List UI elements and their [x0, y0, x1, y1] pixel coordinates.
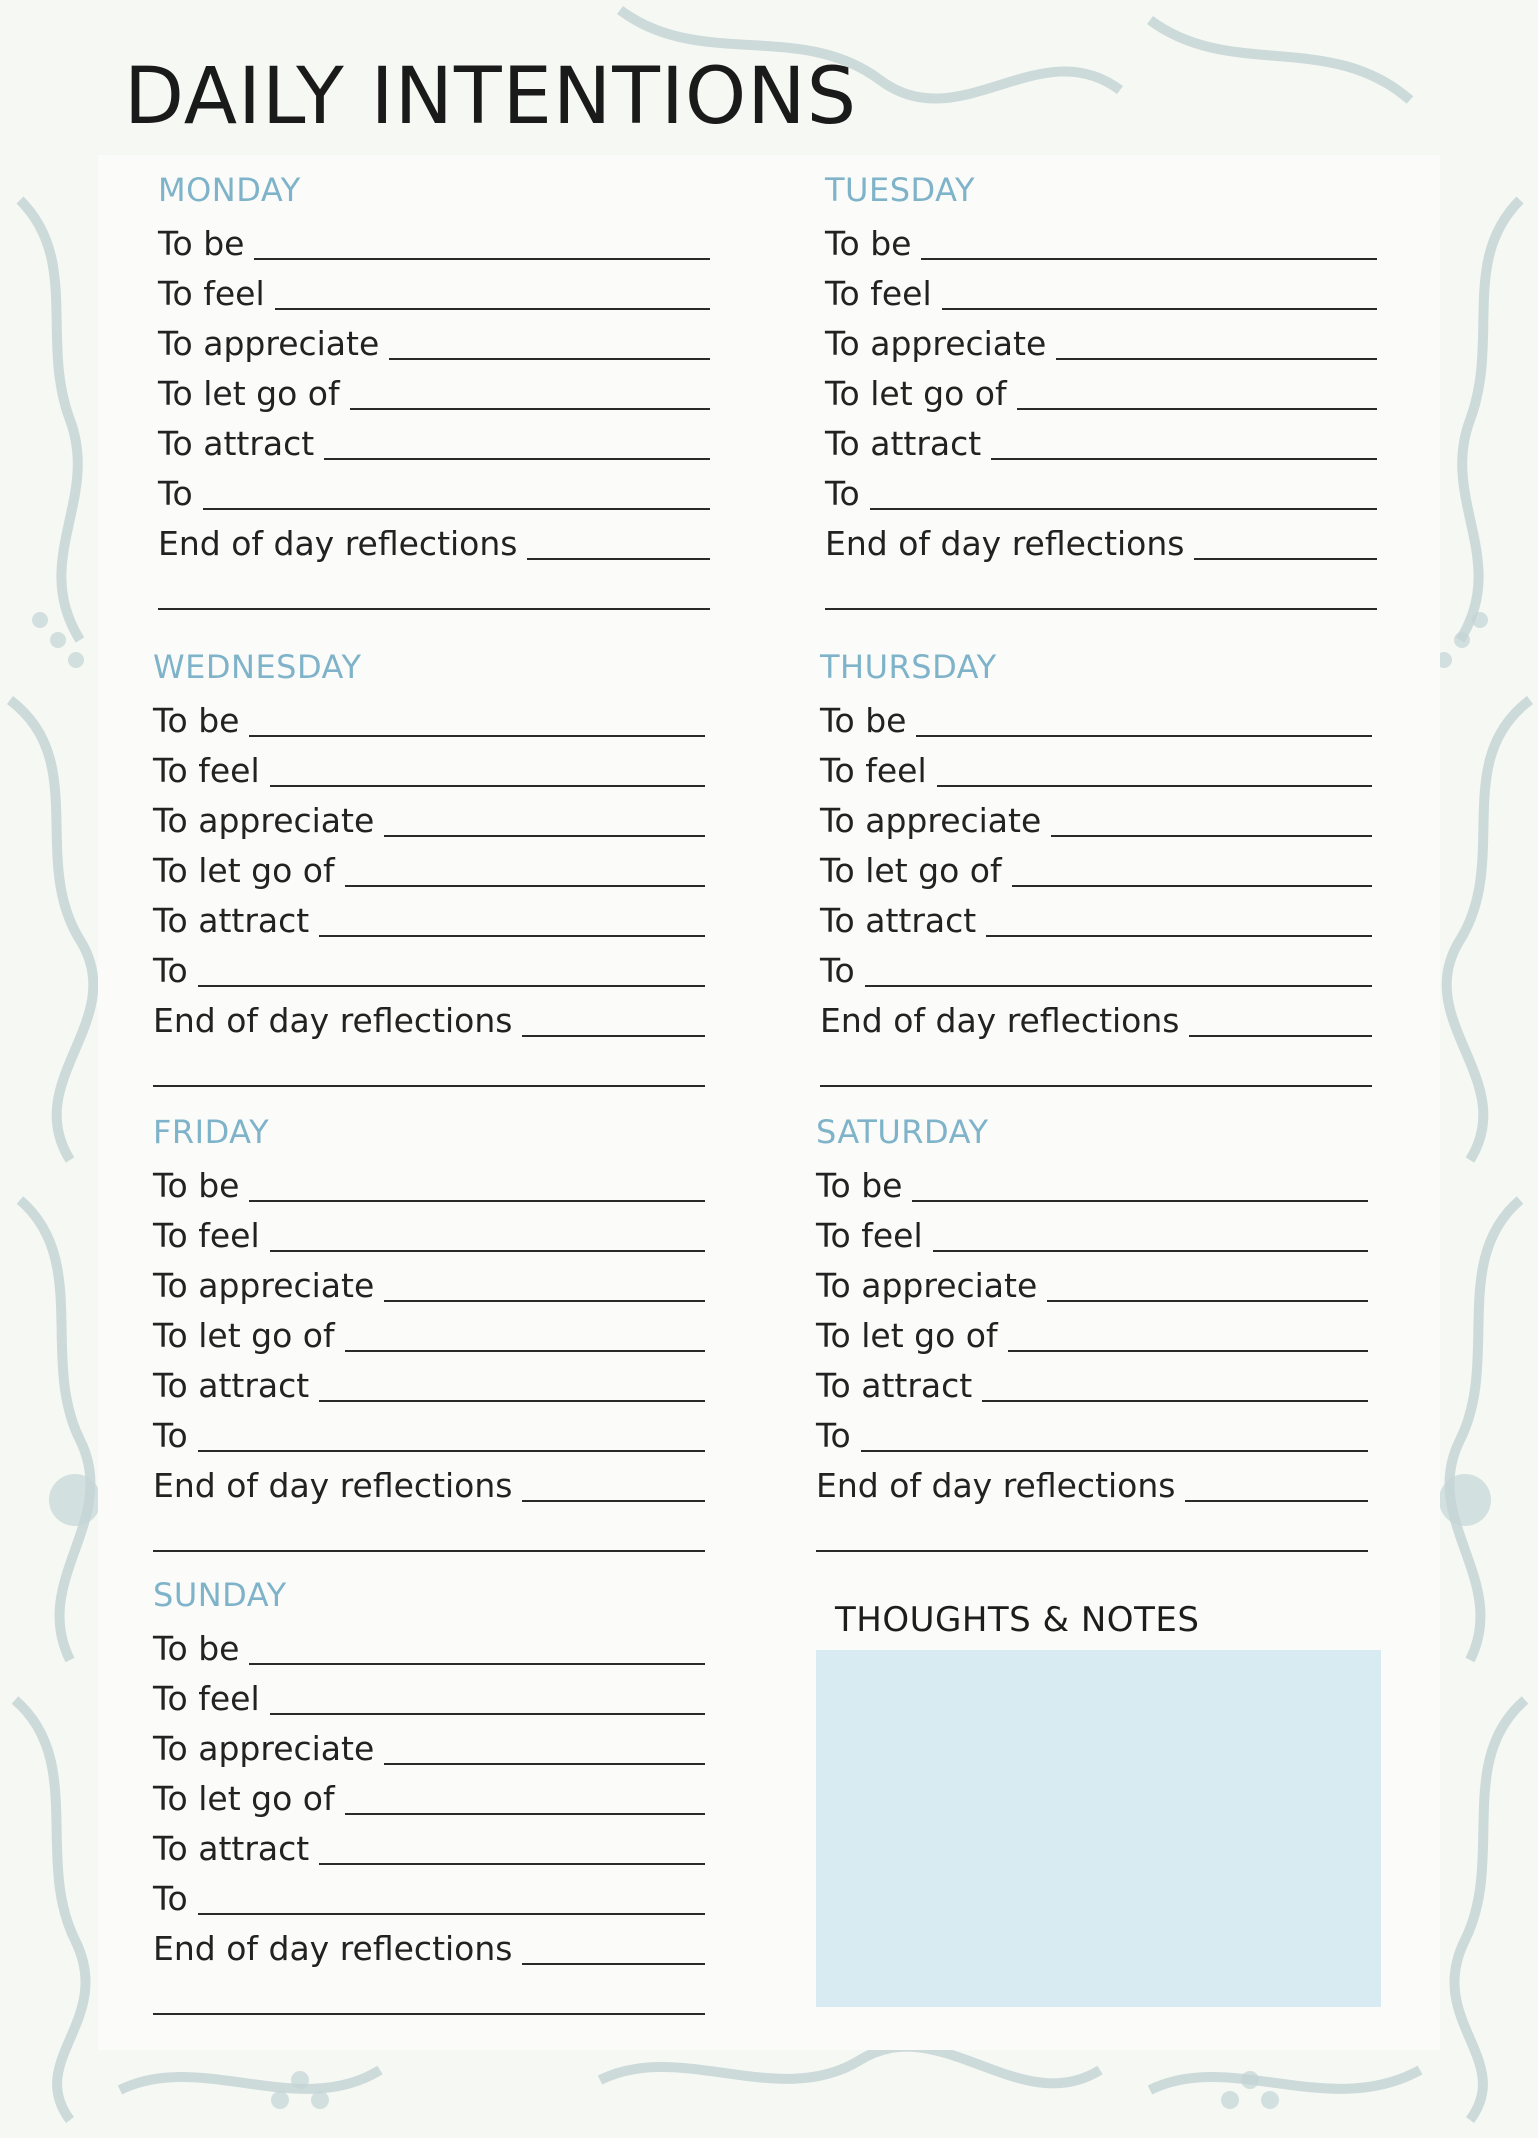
write-line[interactable] — [527, 558, 710, 560]
write-line[interactable] — [1056, 358, 1377, 360]
field-to-feel — [153, 1206, 705, 1256]
field-to — [153, 1406, 705, 1456]
field-label: To — [816, 1416, 851, 1455]
field-to — [158, 464, 710, 514]
notes-box[interactable] — [816, 1650, 1381, 2007]
write-line[interactable] — [389, 358, 710, 360]
write-line[interactable] — [350, 408, 710, 410]
write-line[interactable] — [865, 985, 1372, 987]
field-label: To — [153, 951, 188, 990]
field-to-be — [158, 214, 710, 264]
field-to-let-go-of — [158, 364, 710, 414]
field-label: To let go of — [820, 851, 1002, 890]
field-label: End of day reflections — [153, 1466, 513, 1505]
field-label: To feel — [825, 274, 932, 313]
write-line[interactable] — [345, 1350, 705, 1352]
day-block-wednesday — [153, 647, 705, 1087]
field-label: To be — [816, 1166, 903, 1205]
write-line[interactable] — [384, 1300, 705, 1302]
day-block-friday — [153, 1112, 705, 1552]
reflection-continuation-line[interactable] — [153, 1085, 705, 1087]
field-label: To attract — [825, 424, 982, 463]
field-label: To be — [820, 701, 907, 740]
write-line[interactable] — [933, 1250, 1368, 1252]
day-block-tuesday — [825, 170, 1377, 610]
field-to-feel — [825, 264, 1377, 314]
field-label: To attract — [153, 1829, 310, 1868]
field-reflections — [153, 1456, 705, 1506]
field-label: To let go of — [816, 1316, 998, 1355]
write-line[interactable] — [203, 508, 710, 510]
write-line[interactable] — [384, 835, 705, 837]
write-line[interactable] — [991, 458, 1377, 460]
field-label: To let go of — [153, 851, 335, 890]
reflection-continuation-line[interactable] — [820, 1085, 1372, 1087]
day-name: TUESDAY — [825, 171, 976, 209]
write-line[interactable] — [275, 308, 710, 310]
field-to-appreciate — [153, 1256, 705, 1306]
field-label: End of day reflections — [825, 524, 1185, 563]
write-line[interactable] — [324, 458, 710, 460]
field-to-let-go-of — [820, 841, 1372, 891]
field-label: End of day reflections — [153, 1929, 513, 1968]
field-to-let-go-of — [825, 364, 1377, 414]
field-label: To feel — [153, 1216, 260, 1255]
field-to-appreciate — [825, 314, 1377, 364]
field-to-be — [816, 1156, 1368, 1206]
write-line[interactable] — [982, 1400, 1368, 1402]
write-line[interactable] — [870, 508, 1377, 510]
write-line[interactable] — [1051, 835, 1372, 837]
field-to-feel — [820, 741, 1372, 791]
write-line[interactable] — [522, 1035, 705, 1037]
field-reflections — [820, 991, 1372, 1041]
field-label: To feel — [158, 274, 265, 313]
write-line[interactable] — [921, 258, 1377, 260]
field-reflections — [158, 514, 710, 564]
write-line[interactable] — [1012, 885, 1372, 887]
field-to — [153, 941, 705, 991]
field-label: End of day reflections — [816, 1466, 1176, 1505]
field-label: To attract — [816, 1366, 973, 1405]
write-line[interactable] — [522, 1963, 705, 1965]
field-to-appreciate — [816, 1256, 1368, 1306]
write-line[interactable] — [1194, 558, 1377, 560]
write-line[interactable] — [254, 258, 710, 260]
field-label: To appreciate — [158, 324, 380, 363]
write-line[interactable] — [1017, 408, 1377, 410]
write-line[interactable] — [198, 985, 705, 987]
field-label: To attract — [153, 1366, 310, 1405]
field-to-attract — [825, 414, 1377, 464]
day-name: SUNDAY — [153, 1576, 287, 1614]
field-label: To — [820, 951, 855, 990]
field-to-appreciate — [153, 791, 705, 841]
field-label: To let go of — [158, 374, 340, 413]
write-line[interactable] — [1189, 1035, 1372, 1037]
field-to-attract — [158, 414, 710, 464]
field-label: To — [153, 1416, 188, 1455]
field-to-attract — [153, 891, 705, 941]
field-label: To be — [158, 224, 245, 263]
field-to-feel — [153, 741, 705, 791]
field-label: To be — [153, 1629, 240, 1668]
day-block-monday — [158, 170, 710, 610]
write-line[interactable] — [249, 1663, 705, 1665]
write-line[interactable] — [319, 935, 705, 937]
reflection-continuation-line[interactable] — [153, 1550, 705, 1552]
field-to — [820, 941, 1372, 991]
field-label: To feel — [820, 751, 927, 790]
field-reflections — [153, 991, 705, 1041]
field-label: To appreciate — [825, 324, 1047, 363]
field-to-let-go-of — [153, 841, 705, 891]
field-to-attract — [820, 891, 1372, 941]
field-label: End of day reflections — [153, 1001, 513, 1040]
field-label: End of day reflections — [820, 1001, 1180, 1040]
field-label: To be — [825, 224, 912, 263]
field-reflections — [816, 1456, 1368, 1506]
day-name: SATURDAY — [816, 1113, 989, 1151]
write-line[interactable] — [384, 1763, 705, 1765]
field-label: To feel — [816, 1216, 923, 1255]
write-line[interactable] — [912, 1200, 1368, 1202]
field-to-let-go-of — [816, 1306, 1368, 1356]
write-line[interactable] — [942, 308, 1377, 310]
field-to — [816, 1406, 1368, 1456]
field-label: To be — [153, 701, 240, 740]
field-label: To appreciate — [153, 1266, 375, 1305]
day-name: FRIDAY — [153, 1113, 270, 1151]
write-line[interactable] — [319, 1863, 705, 1865]
day-block-saturday — [816, 1112, 1368, 1552]
write-line[interactable] — [986, 935, 1372, 937]
field-label: To appreciate — [153, 1729, 375, 1768]
field-to-be — [153, 1619, 705, 1669]
write-line[interactable] — [1185, 1500, 1368, 1502]
field-label: To let go of — [153, 1779, 335, 1818]
field-to-be — [820, 691, 1372, 741]
day-block-sunday — [153, 1575, 705, 2015]
field-label: To feel — [153, 751, 260, 790]
write-line[interactable] — [270, 1250, 705, 1252]
write-line[interactable] — [345, 1813, 705, 1815]
field-label: To attract — [820, 901, 977, 940]
field-to-be — [153, 1156, 705, 1206]
field-to-let-go-of — [153, 1306, 705, 1356]
write-line[interactable] — [270, 1713, 705, 1715]
field-label: End of day reflections — [158, 524, 518, 563]
notes-title: THOUGHTS & NOTES — [835, 1600, 1200, 1640]
reflection-continuation-line[interactable] — [825, 608, 1377, 610]
reflection-continuation-line[interactable] — [153, 2013, 705, 2015]
write-line[interactable] — [1047, 1300, 1368, 1302]
field-label: To let go of — [153, 1316, 335, 1355]
field-to-let-go-of — [153, 1769, 705, 1819]
field-to-feel — [153, 1669, 705, 1719]
write-line[interactable] — [249, 735, 705, 737]
field-label: To attract — [158, 424, 315, 463]
field-to-attract — [153, 1356, 705, 1406]
field-label: To — [825, 474, 860, 513]
field-label: To feel — [153, 1679, 260, 1718]
field-to — [825, 464, 1377, 514]
write-line[interactable] — [937, 785, 1372, 787]
field-to-attract — [816, 1356, 1368, 1406]
write-line[interactable] — [198, 1450, 705, 1452]
field-label: To be — [153, 1166, 240, 1205]
field-reflections — [825, 514, 1377, 564]
day-name: MONDAY — [158, 171, 301, 209]
field-to — [153, 1869, 705, 1919]
field-to-appreciate — [158, 314, 710, 364]
field-to-appreciate — [820, 791, 1372, 841]
field-label: To appreciate — [816, 1266, 1038, 1305]
reflection-continuation-line[interactable] — [158, 608, 710, 610]
reflection-continuation-line[interactable] — [816, 1550, 1368, 1552]
field-to-feel — [816, 1206, 1368, 1256]
write-line[interactable] — [249, 1200, 705, 1202]
field-to-be — [153, 691, 705, 741]
field-to-feel — [158, 264, 710, 314]
day-name: THURSDAY — [820, 648, 997, 686]
field-label: To appreciate — [153, 801, 375, 840]
field-label: To — [153, 1879, 188, 1918]
field-label: To let go of — [825, 374, 1007, 413]
page-title: DAILY INTENTIONS — [124, 52, 858, 142]
write-line[interactable] — [522, 1500, 705, 1502]
day-block-thursday — [820, 647, 1372, 1087]
field-to-attract — [153, 1819, 705, 1869]
field-label: To — [158, 474, 193, 513]
write-line[interactable] — [319, 1400, 705, 1402]
field-label: To attract — [153, 901, 310, 940]
write-line[interactable] — [270, 785, 705, 787]
write-line[interactable] — [861, 1450, 1368, 1452]
write-line[interactable] — [198, 1913, 705, 1915]
write-line[interactable] — [345, 885, 705, 887]
field-label: To appreciate — [820, 801, 1042, 840]
write-line[interactable] — [916, 735, 1372, 737]
write-line[interactable] — [1008, 1350, 1368, 1352]
field-to-be — [825, 214, 1377, 264]
field-reflections — [153, 1919, 705, 1969]
field-to-appreciate — [153, 1719, 705, 1769]
day-name: WEDNESDAY — [153, 648, 362, 686]
